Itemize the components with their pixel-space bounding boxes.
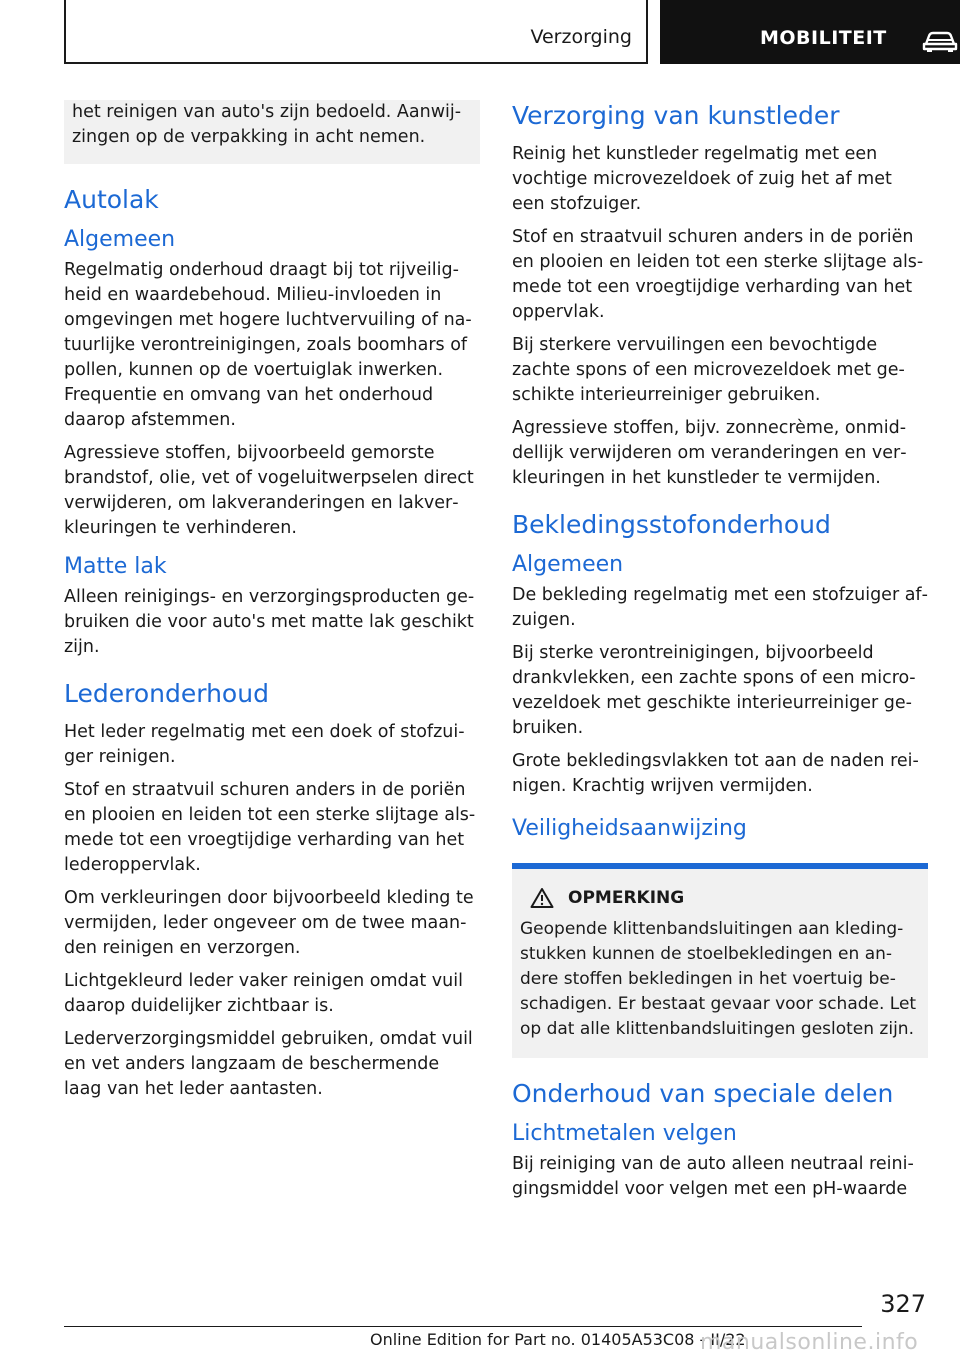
footer-divider [64, 1326, 862, 1327]
header-section-box [64, 0, 648, 64]
intro-text: het reinigen van auto's zijn bedoeld. Aanwijzingen op de verpakking in acht nemen. [72, 102, 462, 147]
paragraph: Lederverzorgingsmiddel gebruiken, omdat vuil en vet anders langzaam de beschermende laag van het leder aantasten. [64, 1029, 473, 1099]
heading-autolak: Autolak [64, 185, 159, 214]
intro-box [64, 100, 480, 164]
heading-algemeen-bekleding: Algemeen [512, 552, 624, 577]
paragraph: De bekleding regelmatig met een stofzuiger afzuigen. [512, 585, 928, 630]
header-chapter-box [660, 0, 960, 64]
paragraph: Regelmatig onderhoud draagt bij tot rijveiligheid en waardebehoud. Milieu-invloeden in omgevingen met hogere luchtvervuiling of natuurlijke verontreinigingen, zoals boomhars of pollen, kunnen op de voertuiglak inwerken. Frequentie en omvang van het onderhoud daarop afstemmen. [64, 260, 472, 430]
heading-matte-lak: Matte lak [64, 554, 167, 579]
paragraph: Bij sterkere vervuilingen een bevochtigde zachte spons of een microvezeldoek met geschikte interieurreiniger gebruiken. [512, 335, 905, 405]
chapter-title: MOBILITEIT [760, 27, 887, 49]
left-column [64, 100, 480, 1110]
warning-icon [530, 887, 554, 909]
heading-algemeen: Algemeen [64, 227, 176, 252]
paragraph: Grote bekledingsvlakken tot aan de naden reinigen. Krachtig wrijven vermijden. [512, 751, 919, 796]
heading-bekledingsstof: Bekledingsstofonderhoud [512, 510, 831, 539]
notice-header [530, 887, 920, 909]
heading-speciale-delen: Onderhoud van speciale delen [512, 1079, 894, 1108]
paragraph: Agressieve stoffen, bijvoorbeeld gemorste brandstof, olie, vet of vogeluitwerpselen direct verwijderen, om lakveranderingen en lakverkleuringen te verhinderen. [64, 443, 474, 538]
paragraph: Alleen reinigings- en verzorgingsproducten gebruiken die voor auto's met matte lak geschikt zijn. [64, 587, 475, 657]
watermark: manualsonline.info [700, 1330, 919, 1355]
paragraph: Het leder regelmatig met een doek of stofzuiger reinigen. [64, 722, 465, 767]
heading-lichtmetalen-velgen: Lichtmetalen velgen [512, 1121, 737, 1146]
paragraph: Bij sterke verontreinigingen, bijvoorbeeld drankvlekken, een zachte spons of een microvezeldoek met geschikte interieurreiniger gebruiken. [512, 643, 916, 738]
car-icon [922, 30, 958, 52]
paragraph: Reinig het kunstleder regelmatig met een vochtige microvezeldoek of zuig het af met een stofzuiger. [512, 144, 892, 214]
footer-edition: Online Edition for Part no. 01405A53C08 - II/22 [370, 1330, 746, 1349]
paragraph: Lichtgekleurd leder vaker reinigen omdat vuil daarop duidelijker zichtbaar is. [64, 971, 463, 1016]
heading-lederonderhoud: Lederonderhoud [64, 679, 269, 708]
paragraph: Om verkleuringen door bijvoorbeeld kleding te vermijden, leder ongeveer om de twee maanden reinigen en verzorgen. [64, 888, 474, 958]
heading-veiligheid: Veiligheidsaanwijzing [512, 816, 747, 841]
page-number: 327 [880, 1290, 926, 1318]
right-column [512, 100, 928, 1210]
paragraph: Agressieve stoffen, bijv. zonnecrème, onmiddellijk verwijderen om veranderingen en verkleuringen in het kunstleder te vermijden. [512, 418, 907, 488]
notice-title: OPMERKING [568, 888, 685, 908]
notice-box [512, 863, 928, 1058]
paragraph: Stof en straatvuil schuren anders in de poriën en plooien en leiden tot een sterke slijtage alsmede tot een vroegtijdige verharding van het oppervlak. [512, 227, 924, 322]
heading-kunstleder: Verzorging van kunstleder [512, 101, 840, 130]
notice-text: Geopende klittenbandsluitingen aan kledingstukken kunnen de stoelbekledingen en andere stoffen bekledingen in het voertuig beschadigen. Er bestaat gevaar voor schade. Let op dat alle klittenbandsluitingen gesloten zijn. [520, 919, 917, 1039]
paragraph: Stof en straatvuil schuren anders in de poriën en plooien en leiden tot een sterke slijtage alsmede tot een vroegtijdige verharding van het lederoppervlak. [64, 780, 476, 875]
section-title: Verzorging [530, 26, 632, 48]
paragraph: Bij reiniging van de auto alleen neutraal reinigingsmiddel voor velgen met een pH-waarde [512, 1154, 914, 1199]
